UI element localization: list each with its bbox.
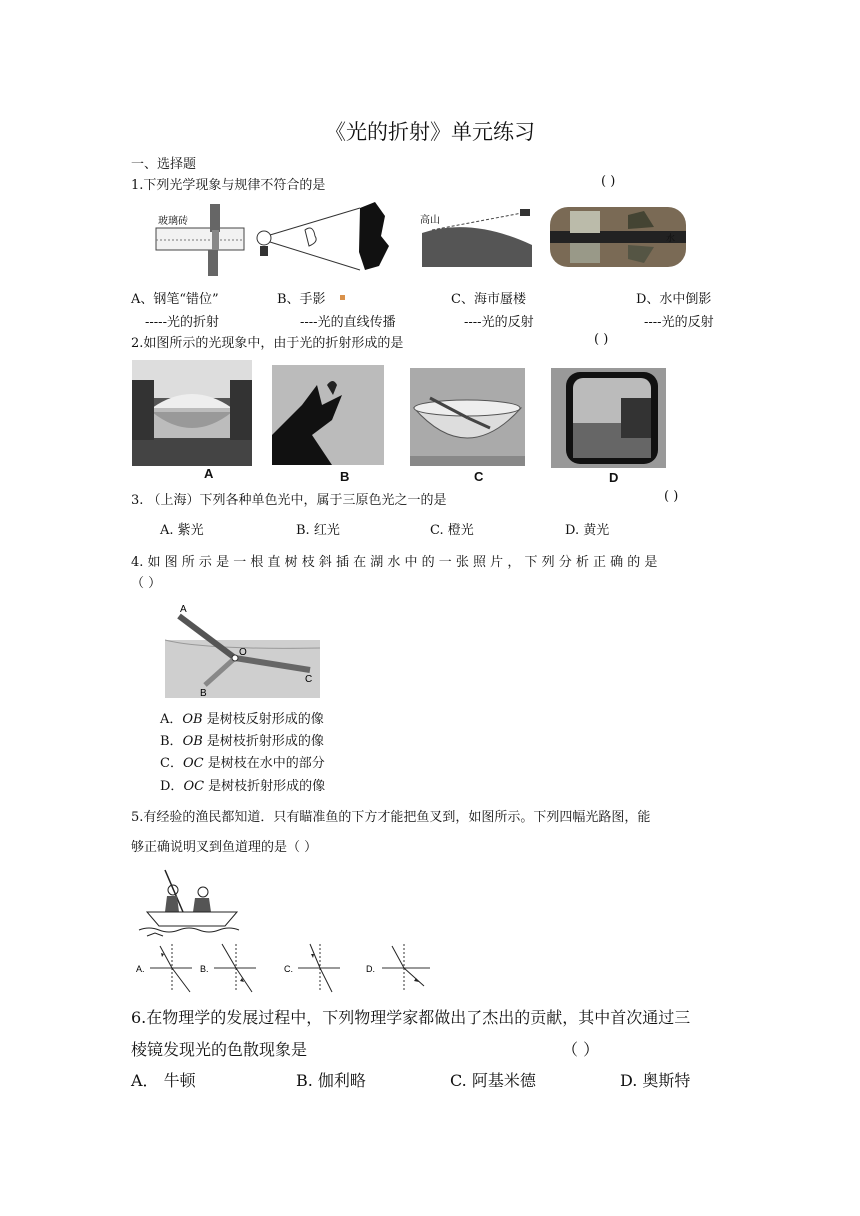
q5-ray-diagram-d [364,940,434,1000]
q4-option-b: B．OB 是树枝折射形成的像 [160,734,324,749]
q5-ray-diagram-b [198,940,258,1000]
q3-option-c: C. 橙光 [430,523,474,538]
section-heading: 一、选择题 [131,157,197,172]
q1-figure-b-shadow [250,200,410,279]
q5-label-b: B. [200,964,209,974]
q3-option-b: B. 红光 [296,523,340,538]
q2-answer-paren: ( ) [594,332,609,347]
q1-figure-c-mirage [412,205,542,274]
q6-stem-line1: 6.在物理学的发展过程中，下列物理学家都做出了杰出的贡献，其中首次通过三 [131,1008,691,1027]
q3-option-a: A. 紫光 [160,523,204,538]
q2-photo-a-bridge [132,360,252,481]
q4-option-d: D．OC 是树枝折射形成的像 [160,779,326,794]
q4-stem-line2: （ ） [131,576,162,591]
q5-ray-diagram-c [282,940,342,1000]
q6-stem-line2: 棱镜发现光的色散现象是 [131,1040,308,1059]
q1-option-d: D、水中倒影 [636,292,712,307]
q4-option-c: C．OC 是树枝在水中的部分 [160,756,325,771]
q1-option-a: A、钢笔“错位” [131,292,219,307]
q6-option-d: D. 奥斯特 [620,1071,691,1090]
q1-glass-label: 玻璃砖 [158,216,188,227]
q2-label-b: B [340,469,350,484]
q5-label-a: A. [136,964,145,974]
q1-figure-a-pen [150,200,250,284]
q1-figure-d-reflection [548,205,688,274]
q1-option-c-rule: ----光的反射 [464,315,534,330]
q4-fig-label-b: B [200,688,207,699]
q3-answer-paren: ( ) [664,489,679,504]
q2-label-d: D [609,470,619,485]
q6-option-c: C. 阿基米德 [450,1071,536,1090]
q2-label-a: A [204,466,214,481]
q2-photo-b-hand-shadow [272,365,384,484]
q4-stem-line1: 4. 如 图 所 示 是 一 根 直 树 枝 斜 插 在 湖 水 中 的 一 张 照 片 ， 下 列 分 析 正 确 的 是 [131,555,658,570]
q1-option-c: C、海市蜃楼 [451,292,526,307]
q5-label-d: D. [366,964,375,974]
q1-option-b: B、手影 [277,292,326,307]
q5-stem-line2: 够正确说明叉到鱼道理的是（ ） [131,840,318,855]
q2-stem: 2.如图所示的光现象中，由于光的折射形成的是 [131,336,404,351]
q4-figure-branch [165,600,325,704]
q1-option-d-rule: ----光的反射 [644,315,714,330]
q6-answer-paren: （ ） [562,1040,600,1059]
q5-label-c: C. [284,964,293,974]
q1-option-a-rule: -----光的折射 [145,315,219,330]
q6-option-b: B. 伽利略 [296,1071,366,1090]
q1-mountain-label: 高山 [420,215,440,226]
q6-option-a: A． 牛顿 [131,1071,196,1090]
q4-fig-label-c: C [305,674,313,685]
q2-photo-c-spoon-in-bowl [410,368,525,484]
q5-ray-diagram-a [134,940,194,1000]
q1-stem: 1.下列光学现象与规律不符合的是 [131,178,326,193]
q5-stem-line1: 5.有经验的渔民都知道．只有瞄准鱼的下方才能把鱼叉到，如图所示。下列四幅光路图，能 [131,810,651,825]
q2-photo-d-mirror [551,368,666,485]
stray-mark [340,295,345,300]
q1-water-label: 水 [666,233,676,243]
q4-fig-label-o: O [239,647,247,658]
q3-stem: 3. （上海）下列各种单色光中，属于三原色光之一的是 [131,493,447,508]
q3-option-d: D. 黄光 [565,523,610,538]
q2-label-c: C [474,469,484,484]
q4-option-a: A．OB 是树枝反射形成的像 [160,712,324,727]
q4-fig-label-a: A [180,604,187,615]
q1-option-b-rule: ----光的直线传播 [300,315,396,330]
page-title: 《光的折射》单元练习 [325,120,535,144]
q1-answer-paren: ( ) [601,174,616,189]
q5-figure-fisherman [137,868,247,942]
